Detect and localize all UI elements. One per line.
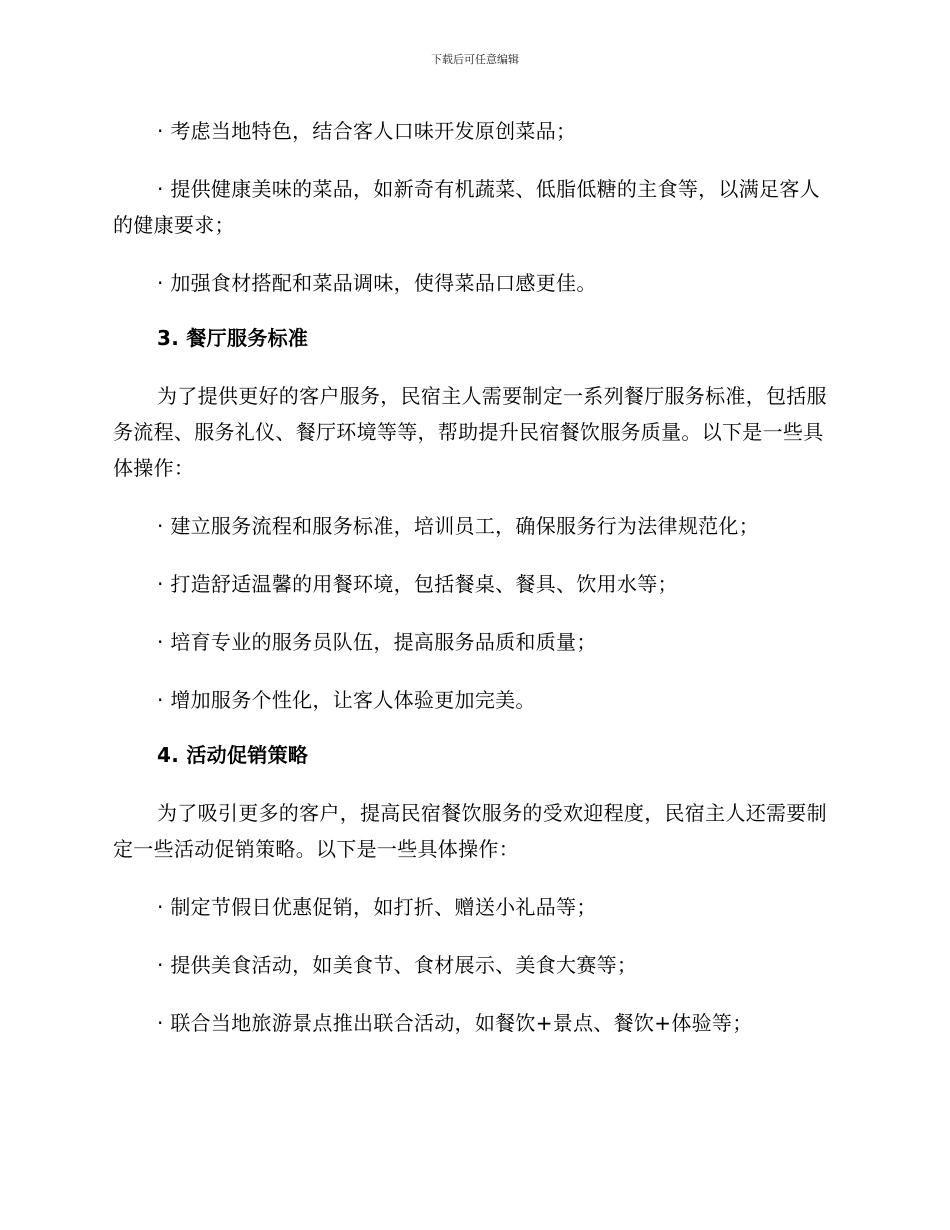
- section-heading: 4. 活动促销策略: [157, 743, 309, 767]
- bullet-item: · 打造舒适温馨的用餐环境，包括餐桌、餐具、饮用水等；: [157, 572, 678, 596]
- header-note: 下载后可任意编辑: [431, 53, 519, 66]
- bullet-item: · 建立服务流程和服务标准，培训员工，确保服务行为法律规范化；: [157, 514, 760, 538]
- paragraph: 为了吸引更多的客户，提高民宿餐饮服务的受欢迎程度，民宿主人还需要制定一些活动促销策略。以下是一些具体操作：: [113, 801, 827, 861]
- document-body: [113, 113, 833, 1041]
- bullet-item: · 考虑当地特色，结合客人口味开发原创菜品；: [157, 119, 577, 143]
- bullet-item: · 联合当地旅游景点推出联合活动，如餐饮+景点、餐饮+体验等；: [157, 1011, 753, 1035]
- section-heading: 3. 餐厅服务标准: [157, 326, 309, 350]
- bullet-item: · 加强食材搭配和菜品调味，使得菜品口感更佳。: [157, 271, 597, 295]
- bullet-item: · 提供美食活动，如美食节、食材展示、美食大赛等；: [157, 953, 638, 977]
- paragraph: 为了提供更好的客户服务，民宿主人需要制定一系列餐厅服务标准，包括服务流程、服务礼仪、餐厅环境等等，帮助提升民宿餐饮服务质量。以下是一些具体操作：: [113, 384, 827, 480]
- bullet-item: · 制定节假日优惠促销，如打折、赠送小礼品等；: [157, 895, 597, 919]
- bullet-item: · 培育专业的服务员队伍，提高服务品质和质量；: [157, 630, 597, 654]
- bullet-item: · 提供健康美味的菜品，如新奇有机蔬菜、低脂低糖的主食等，以满足客人的健康要求；: [113, 177, 820, 237]
- bullet-item: · 增加服务个性化，让客人体验更加完美。: [157, 688, 536, 712]
